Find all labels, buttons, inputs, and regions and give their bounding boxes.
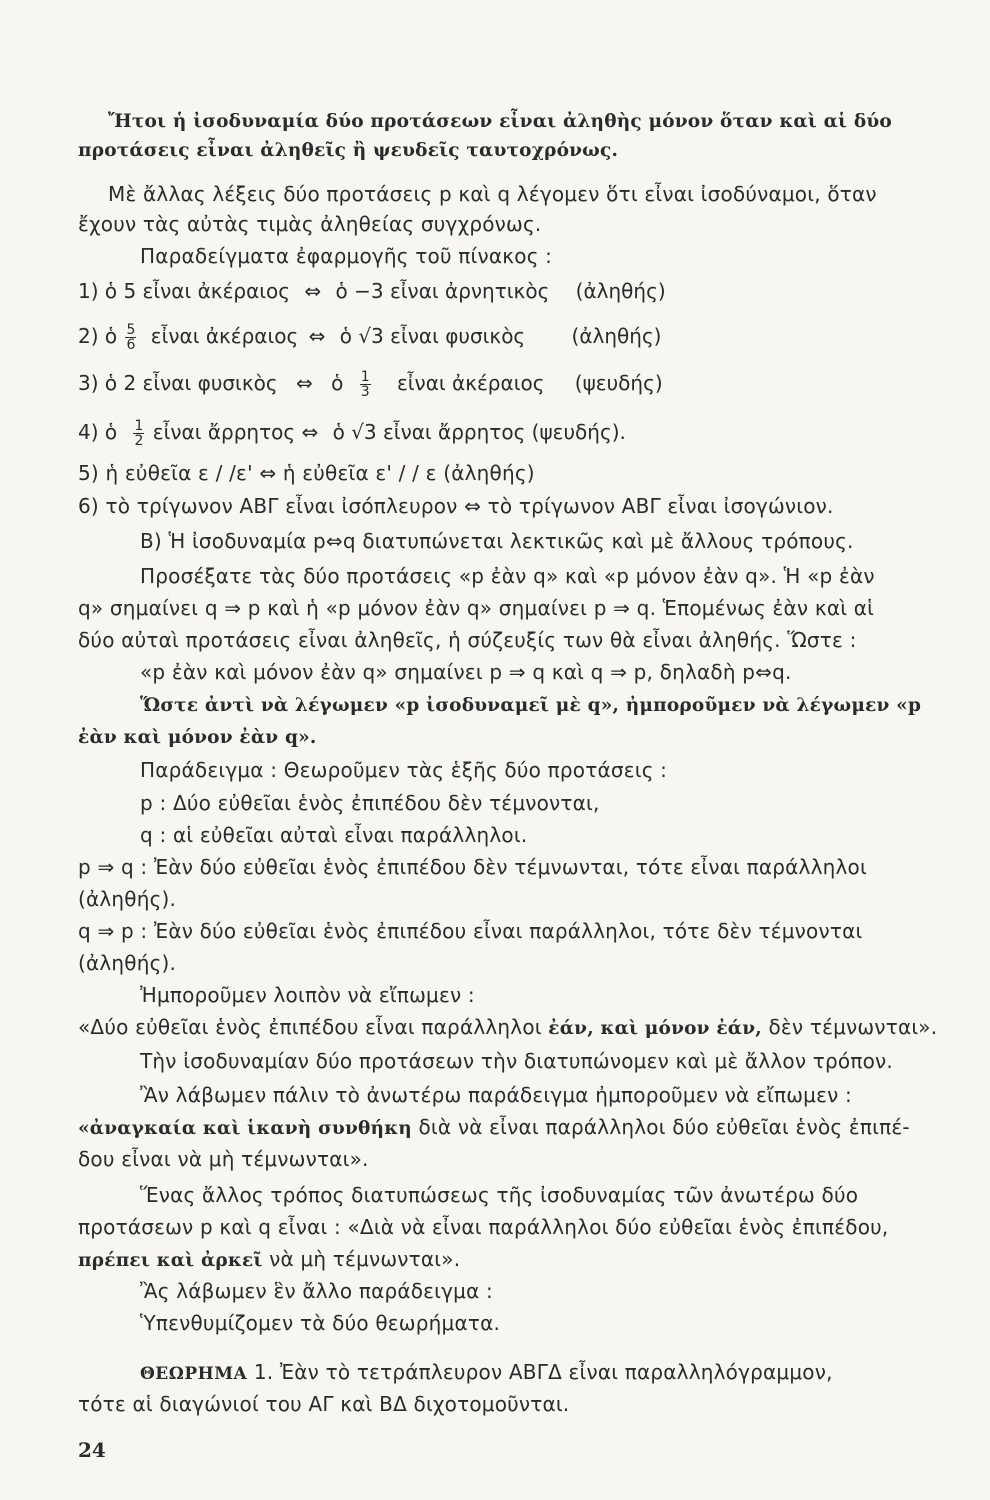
proposition-q: q : αἱ εὐθεῖαι αὐταὶ εἶναι παράλληλοι. (140, 823, 528, 847)
paragraph-line: Τὴν ἰσοδυναμίαν δύο προτάσεων τὴν διατυπώνομεν καὶ μὲ ἄλλον τρόπον. (140, 1049, 893, 1073)
truth-value: (ἀληθής). (78, 951, 177, 975)
paragraph-line: ἔχουν τὰς αὐτὰς τιμὰς ἀληθείας συγχρόνως. (78, 212, 542, 236)
fraction-numerator: 1 (134, 418, 144, 434)
truth-value: (ἀληθής) (571, 324, 662, 348)
proposition-p: p : Δύο εὐθεῖαι ἑνὸς ἐπιπέδου δὲν τέμνονται, (140, 791, 600, 815)
bold-phrase: πρέπει καὶ ἀρκεῖ (78, 1250, 263, 1271)
section-b-heading: Β) Ἡ ἰσοδυναμία p⇔q διατυπώνεται λεκτικῶς καὶ μὲ ἄλλους τρόπους. (140, 529, 854, 553)
quote-text: δὲν τέμνωνται». (768, 1015, 938, 1039)
paragraph-line: δύο αὐταὶ προτάσεις εἶναι ἀληθεῖς, ἡ σύζευξίς των θὰ εἶναι ἀληθής. Ὥστε : (78, 628, 857, 652)
example-text: ὁ −3 εἶναι ἀρνητικὸς (335, 279, 550, 303)
truth-value: (ψευδής) (574, 371, 663, 395)
fraction-denominator: 2 (134, 433, 144, 449)
paragraph-line: «p ἐὰν καὶ μόνον ἐὰν q» σημαίνει p ⇒ q καὶ q ⇒ p, δηλαδὴ p⇔q. (140, 660, 792, 684)
example-5: 5) ἡ εὐθεῖα ε / /ε' ⇔ ἡ εὐθεῖα ε' / / ε (ἀληθής) (78, 461, 535, 485)
quote-line (78, 1113, 910, 1143)
fraction-denominator: 3 (360, 384, 370, 400)
paragraph-line: Μὲ ἄλλας λέξεις δύο προτάσεις p καὶ q λέγομεν ὅτι εἶναι ἰσοδύναμοι, ὅταν (108, 182, 877, 206)
paragraph-line: δου εἶναι νὰ μὴ τέμνωνται». (78, 1147, 369, 1171)
equivalence-symbol: ⇔ (301, 420, 319, 444)
example-text: εἶναι ἀκέραιος (396, 371, 545, 395)
truth-value: (ἀληθής) (575, 279, 666, 303)
implication-line: q ⇒ p : Ἐὰν δύο εὐθεῖαι ἑνὸς ἐπιπέδου εἶναι παράλληλοι, τότε δὲν τέμνονται (78, 919, 863, 943)
quote-text: διὰ νὰ εἶναι παράλληλοι δύο εὐθεῖαι ἑνὸς ἐπιπέ- (418, 1115, 910, 1139)
bold-phrase: «ἀναγκαία καὶ ἱκανὴ συνθήκη (78, 1118, 412, 1139)
quote-text: νὰ μὴ τέμνωνται». (269, 1247, 461, 1271)
truth-value: (ἀληθής). (78, 887, 177, 911)
quote-line (78, 1013, 937, 1043)
theorem-line (140, 1358, 833, 1388)
example-4 (78, 418, 626, 448)
theorem-label: ΘΕΩΡΗΜΑ (140, 1364, 248, 1384)
theorem-text: 1. Ἐὰν τὸ τετράπλευρον ΑΒΓΔ εἶναι παραλληλόγραμμον, (253, 1360, 833, 1384)
example-text: 4) ὁ (78, 420, 118, 444)
example-text: ὁ √3 εἶναι ἄρρητος (ψευδής). (332, 420, 626, 444)
paragraph-line: q» σημαίνει q ⇒ p καὶ ἡ «p μόνον ἐὰν q» σημαίνει p ⇒ q. Ἑπομένως ἐὰν καὶ αἱ (78, 596, 875, 620)
fraction (133, 419, 144, 448)
emphasis-line: ἐὰν καὶ μόνον ἐὰν q». (78, 727, 317, 748)
implication-line: p ⇒ q : Ἐὰν δύο εὐθεῖαι ἑνὸς ἐπιπέδου δὲν τέμνωνται, τότε εἶναι παράλληλοι (78, 855, 867, 879)
paragraph-line: Ἕνας ἄλλος τρόπος διατυπώσεως τῆς ἰσοδυναμίας τῶν ἀνωτέρω δύο (140, 1183, 859, 1207)
quote-text: «Δύο εὐθεῖαι ἑνὸς ἐπιπέδου εἶναι παράλληλοι (78, 1015, 542, 1039)
fraction (125, 323, 136, 352)
example-1 (78, 277, 666, 305)
paragraph-line: Ὑπενθυμίζομεν τὰ δύο θεωρήματα. (140, 1311, 501, 1335)
page-number: 24 (78, 1438, 106, 1462)
example-text: εἶναι ἀκέραιος (150, 324, 299, 348)
example-text: 2) ὁ (78, 324, 118, 348)
example-2 (78, 322, 661, 352)
fraction-denominator: 6 (126, 337, 136, 353)
example-3 (78, 369, 663, 399)
example-text: εἶναι ἄρρητος (152, 420, 296, 444)
example-text: 3) ὁ 2 εἶναι φυσικὸς (78, 371, 278, 395)
example-6: 6) τὸ τρίγωνον ΑΒΓ εἶναι ἰσόπλευρον ⇔ τὸ τρίγωνον ΑΒΓ εἶναι ἰσογώνιον. (78, 494, 834, 518)
paragraph-line: Προσέξατε τὰς δύο προτάσεις «p ἐὰν q» καὶ «p μόνον ἐὰν q». Ἡ «p ἐὰν (140, 564, 875, 588)
example-text: ὁ √3 εἶναι φυσικὸς (339, 324, 526, 348)
theorem-text: τότε αἱ διαγώνιοί του ΑΓ καὶ ΒΔ διχοτομοῦνται. (78, 1392, 570, 1416)
fraction-numerator: 5 (126, 322, 136, 338)
paragraph-line: Παραδείγματα ἐφαρμογῆς τοῦ πίνακος : (140, 244, 553, 268)
paragraph-line: Ἂν λάβωμεν πάλιν τὸ ἀνωτέρω παράδειγμα ἠμποροῦμεν νὰ εἴπωμεν : (140, 1083, 852, 1107)
example-text: 1) ὁ 5 εἶναι ἀκέραιος (78, 279, 291, 303)
paragraph-line: προτάσεις εἶναι ἀληθεῖς ἢ ψευδεῖς ταυτοχρόνως. (78, 140, 619, 161)
equivalence-symbol: ⇔ (304, 279, 322, 303)
equivalence-symbol: ⇔ (295, 371, 313, 395)
equivalence-symbol: ⇔ (308, 324, 326, 348)
paragraph-line: Ἂς λάβωμεν ἓν ἄλλο παράδειγμα : (140, 1279, 493, 1303)
paragraph-line: Ἤτοι ἡ ἰσοδυναμία δύο προτάσεων εἶναι ἀληθὴς μόνον ὅταν καὶ αἱ δύο (108, 111, 892, 132)
example-intro: Παράδειγμα : Θεωροῦμεν τὰς ἑξῆς δύο προτάσεις : (140, 758, 668, 782)
quote-line (78, 1245, 460, 1275)
example-text: ὁ (331, 371, 344, 395)
fraction-numerator: 1 (360, 369, 370, 385)
paragraph-line: Ἠμποροῦμεν λοιπὸν νὰ εἴπωμεν : (140, 983, 475, 1007)
bold-phrase: ἐάν, καὶ μόνον ἐάν, (548, 1018, 762, 1039)
emphasis-line: Ὥστε ἀντὶ νὰ λέγωμεν «p ἰσοδυναμεῖ μὲ q», ἠμποροῦμεν νὰ λέγωμεν «p (140, 695, 922, 716)
fraction (360, 370, 371, 399)
paragraph-line: προτάσεων p καὶ q εἶναι : «Διὰ νὰ εἶναι παράλληλοι δύο εὐθεῖαι ἑνὸς ἐπιπέδου, (78, 1215, 889, 1239)
